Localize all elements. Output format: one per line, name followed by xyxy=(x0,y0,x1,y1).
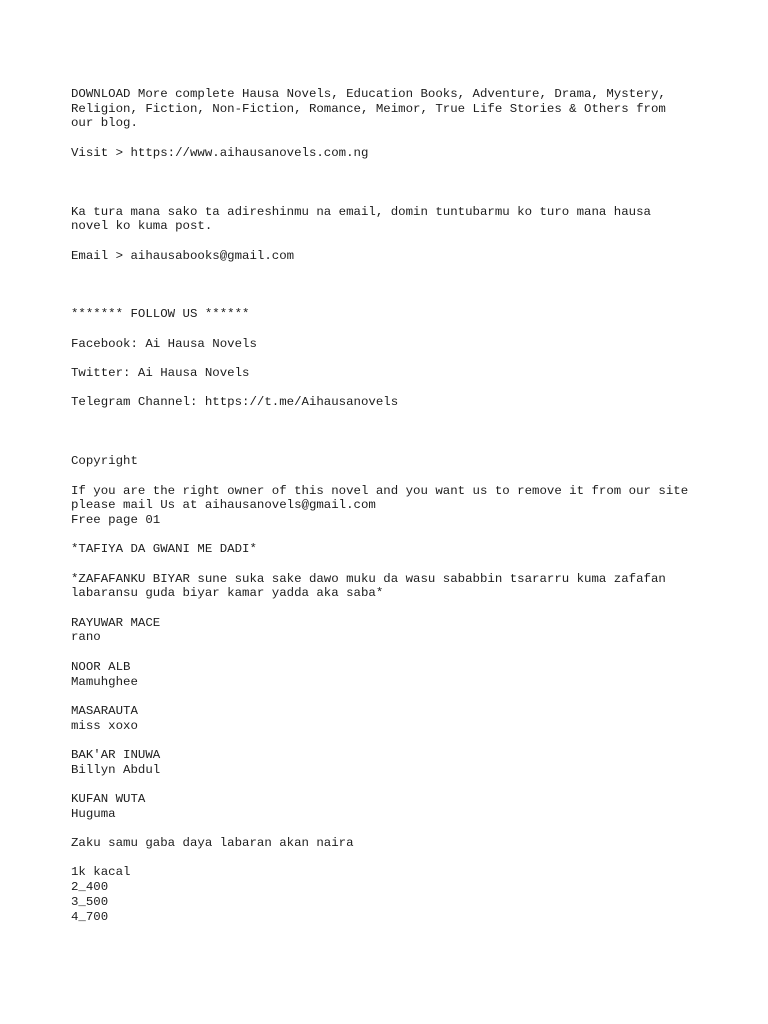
novel-title: RAYUWAR MACE xyxy=(71,615,161,630)
follow-us-heading: ******* FOLLOW US ****** xyxy=(71,307,250,322)
visit-link-text: Visit > https://www.aihausanovels.com.ng xyxy=(71,145,369,160)
story-subtitle-line: *ZAFAFANKU BIYAR sune suka sake dawo muku da wasu sababbin tsararru kuma zafafan xyxy=(71,571,666,586)
facebook-text: Facebook: Ai Hausa Novels xyxy=(71,336,257,351)
novel-title: NOOR ALB xyxy=(71,659,131,674)
copyright-line: If you are the right owner of this novel and you want us to remove it from our site xyxy=(71,483,689,498)
list-item xyxy=(71,660,728,689)
copyright-heading: Copyright xyxy=(71,454,138,469)
story-title: *TAFIYA DA GWANI ME DADI* xyxy=(71,542,257,557)
novel-author: Billyn Abdul xyxy=(71,762,161,777)
price-item: 2_400 xyxy=(71,880,109,895)
list-item xyxy=(71,616,728,645)
novel-title: MASARAUTA xyxy=(71,703,138,718)
intro-line: Religion, Fiction, Non-Fiction, Romance, Meimor, True Life Stories & Others from xyxy=(71,101,666,116)
novel-list xyxy=(71,616,728,822)
novel-author: rano xyxy=(71,630,101,645)
novel-title: BAK'AR INUWA xyxy=(71,747,161,762)
price-item: 4_700 xyxy=(71,909,109,924)
twitter-text: Twitter: Ai Hausa Novels xyxy=(71,366,250,381)
copyright-line: Free page 01 xyxy=(71,512,161,527)
email-request-line: Ka tura mana sako ta adireshinmu na email, domin tuntubarmu ko turo mana hausa xyxy=(71,204,651,219)
story-subtitle-line: labaransu guda biyar kamar yadda aka saba* xyxy=(71,586,384,601)
list-item xyxy=(71,748,728,777)
email-request-line: novel ko kuma post. xyxy=(71,219,213,234)
price-item: 3_500 xyxy=(71,894,109,909)
intro-paragraph xyxy=(71,87,728,131)
email-text: Email > aihausabooks@gmail.com xyxy=(71,248,295,263)
intro-line: DOWNLOAD More complete Hausa Novels, Education Books, Adventure, Drama, Mystery, xyxy=(71,87,666,101)
novel-author: miss xoxo xyxy=(71,718,138,733)
price-list xyxy=(71,865,728,924)
intro-line: our blog. xyxy=(71,116,138,131)
copyright-paragraph xyxy=(71,484,728,528)
telegram-text: Telegram Channel: https://t.me/Aihausanovels xyxy=(71,395,399,410)
novel-author: Mamuhghee xyxy=(71,674,138,689)
list-item xyxy=(71,792,728,821)
price-intro: Zaku samu gaba daya labaran akan naira xyxy=(71,836,354,851)
email-request-paragraph xyxy=(71,205,728,234)
list-item xyxy=(71,704,728,733)
story-subtitle xyxy=(71,572,728,601)
price-item: 1k kacal xyxy=(71,865,131,880)
novel-title: KUFAN WUTA xyxy=(71,792,146,806)
novel-author: Huguma xyxy=(71,806,116,821)
copyright-line: please mail Us at aihausanovels@gmail.com xyxy=(71,498,376,513)
